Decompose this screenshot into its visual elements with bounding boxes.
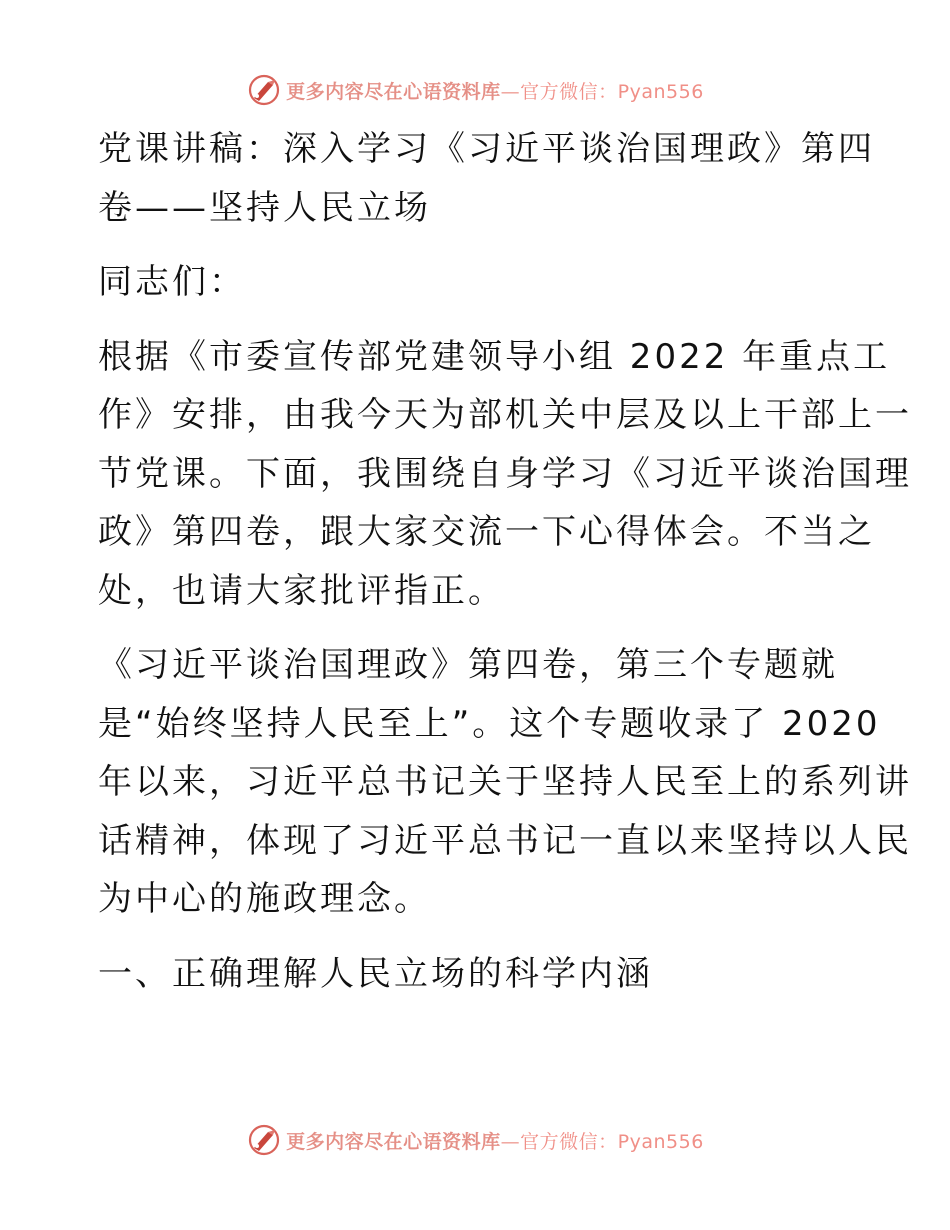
paragraph-line: 政》第四卷，跟大家交流一下心得体会。不当之 (98, 512, 875, 552)
pen-nib-logo-icon (246, 72, 282, 108)
paragraph-line: 根据《市委宣传部党建领导小组 2022 年重点工 (98, 336, 891, 377)
paragraph-line: 年以来，习近平总书记关于坚持人民至上的系列讲 (98, 762, 912, 802)
heading-line: 一、正确理解人民立场的科学内涵 (98, 953, 653, 994)
section-heading (98, 945, 858, 1004)
pen-nib-logo-icon (246, 1122, 282, 1158)
header-watermark (0, 70, 950, 110)
paragraph-line: 节党课。下面，我围绕自身学习《习近平谈治国理 (98, 453, 912, 494)
greeting (98, 253, 858, 312)
paragraph-line: 处，也请大家批评指正。 (98, 570, 505, 611)
paragraph-line: 《习近平谈治国理政》第四卷，第三个专题就 (98, 645, 838, 685)
document-body (98, 120, 912, 1003)
watermark-text: 更多内容尽在心语资料库—官方微信：Pyan556 (286, 1130, 704, 1153)
title-line: 党课讲稿：深入学习《习近平谈治国理政》第四 (98, 129, 875, 169)
paragraph-intro (98, 328, 912, 621)
document-title (98, 120, 875, 237)
paragraph-topic (98, 636, 912, 929)
paragraph-line: 为中心的施政理念。 (98, 879, 431, 919)
paragraph-line: 是“始终坚持人民至上”。这个专题收录了 2020 (98, 703, 881, 744)
greeting-line: 同志们： (98, 262, 246, 302)
paragraph-line: 话精神，体现了习近平总书记一直以来坚持以人民 (98, 820, 912, 861)
title-line: 卷——坚持人民立场 (98, 187, 431, 228)
paragraph-line: 作》安排，由我今天为部机关中层及以上干部上一 (98, 395, 912, 435)
watermark-text: 更多内容尽在心语资料库—官方微信：Pyan556 (286, 80, 704, 103)
footer-watermark (0, 1120, 950, 1160)
